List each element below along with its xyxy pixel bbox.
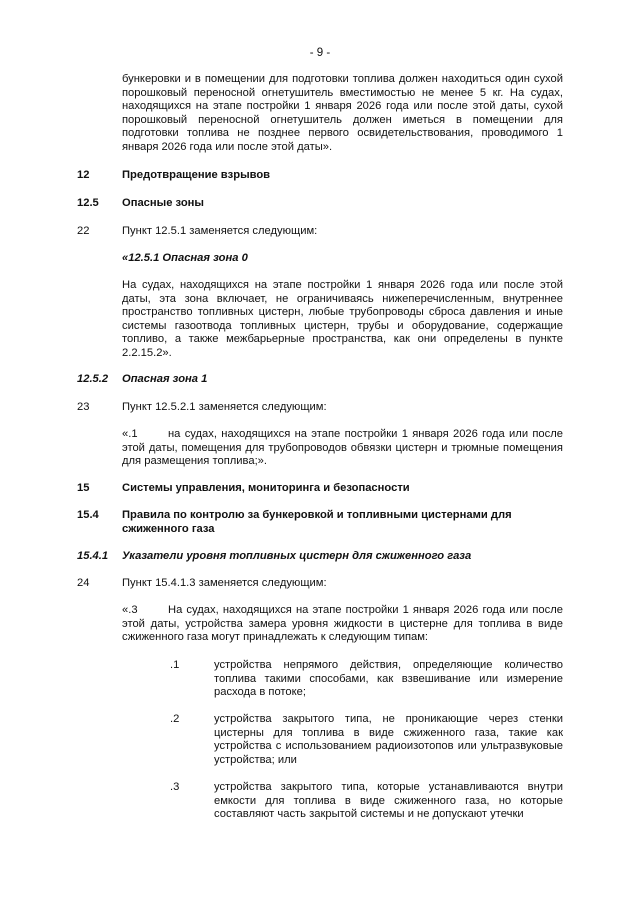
item-23-number: 23 [77, 401, 90, 413]
item-23-list-marker: «.1 [122, 428, 138, 440]
item-24-number: 24 [77, 577, 90, 589]
section-12-5-2-heading: Опасная зона 1 [122, 373, 208, 385]
section-15-number: 15 [77, 482, 90, 494]
section-12-number: 12 [77, 169, 90, 181]
sub-item-3-text: устройства закрытого типа, которые устанавливаются внутри емкости для топлива в виде сжиженного газа, но которые составляют часть закрытой системы и не допускают утечки [214, 781, 563, 821]
intro-paragraph: бункеровки и в помещении для подготовки топлива должен находиться один сухой порошковый переносной огнетушитель вместимостью не менее 5 кг. На судах, находящихся на этапе постройки 1 января 2026 года или после этой даты, сухой порошковый переносной огнетушитель должен иметься в помещении для подготовки топлива не позднее первого освидетельствования, проводимого 1 января 2026 года или после этой даты». [122, 73, 563, 153]
subsection-12-5-1-heading: «12.5.1 Опасная зона 0 [122, 252, 248, 264]
section-15-heading: Системы управления, мониторинга и безопасности [122, 482, 410, 494]
item-24-list-text: На судах, находящихся на этапе постройки 1 января 2026 года или после этой даты, устройства замера уровня жидкости в цистерне для топлива в виде сжиженного газа могут принадлежать к следующим типам: [122, 604, 563, 644]
sub-item-2-text: устройства закрытого типа, не проникающие через стенки цистерны для топлива в виде сжиженного газа, такие как устройства с использованием радиоизотопов или ультразвуковые устройства; или [214, 713, 563, 766]
item-23-text: Пункт 12.5.2.1 заменяется следующим: [122, 401, 327, 413]
subsection-12-5-1-paragraph: На судах, находящихся на этапе постройки 1 января 2026 года или после этой даты, эта зона включает, не ограничиваясь нижеперечисленным, внутреннее пространство топливных цистерн, любые трубопроводы сброса давления и иные системы газоотвода топливных цистерн, трубы и оборудование, содержащие топливо, а также межбарьерные пространства, как они определены в пункте 2.2.15.2». [122, 279, 563, 359]
section-15-4-1-number: 15.4.1 [77, 550, 109, 562]
section-12-5-2-number: 12.5.2 [77, 373, 109, 385]
sub-item-1-number: .1 [170, 659, 180, 671]
item-23-list-text: на судах, находящихся на этапе постройки 1 января 2026 года или после этой даты, помещения для трубопроводов обвязки цистерн и трюмные помещения для размещения топлива;». [122, 428, 563, 468]
item-22-number: 22 [77, 225, 90, 237]
item-24-text: Пункт 15.4.1.3 заменяется следующим: [122, 577, 327, 589]
section-15-4-1-heading: Указатели уровня топливных цистерн для сжиженного газа [122, 550, 472, 562]
section-12-heading: Предотвращение взрывов [122, 169, 271, 181]
page-number: - 9 - [309, 47, 331, 59]
item-24-list-entry [122, 604, 563, 645]
item-22-text: Пункт 12.5.1 заменяется следующим: [122, 225, 318, 237]
section-15-4-heading: Правила по контролю за бункеровкой и топливными цистернами для сжиженного газа [122, 509, 512, 535]
sub-item-1-text: устройства непрямого действия, определяющие количество топлива такими способами, как взвешивание или измерение расхода в потоке; [214, 659, 563, 699]
item-23-list-entry [122, 428, 563, 469]
sub-item-2-number: .2 [170, 713, 180, 725]
section-12-5-number: 12.5 [77, 197, 99, 209]
item-24-list-marker: «.3 [122, 604, 138, 616]
sub-item-3-number: .3 [170, 781, 180, 793]
section-12-5-heading: Опасные зоны [122, 197, 204, 209]
section-15-4-number: 15.4 [77, 509, 99, 521]
